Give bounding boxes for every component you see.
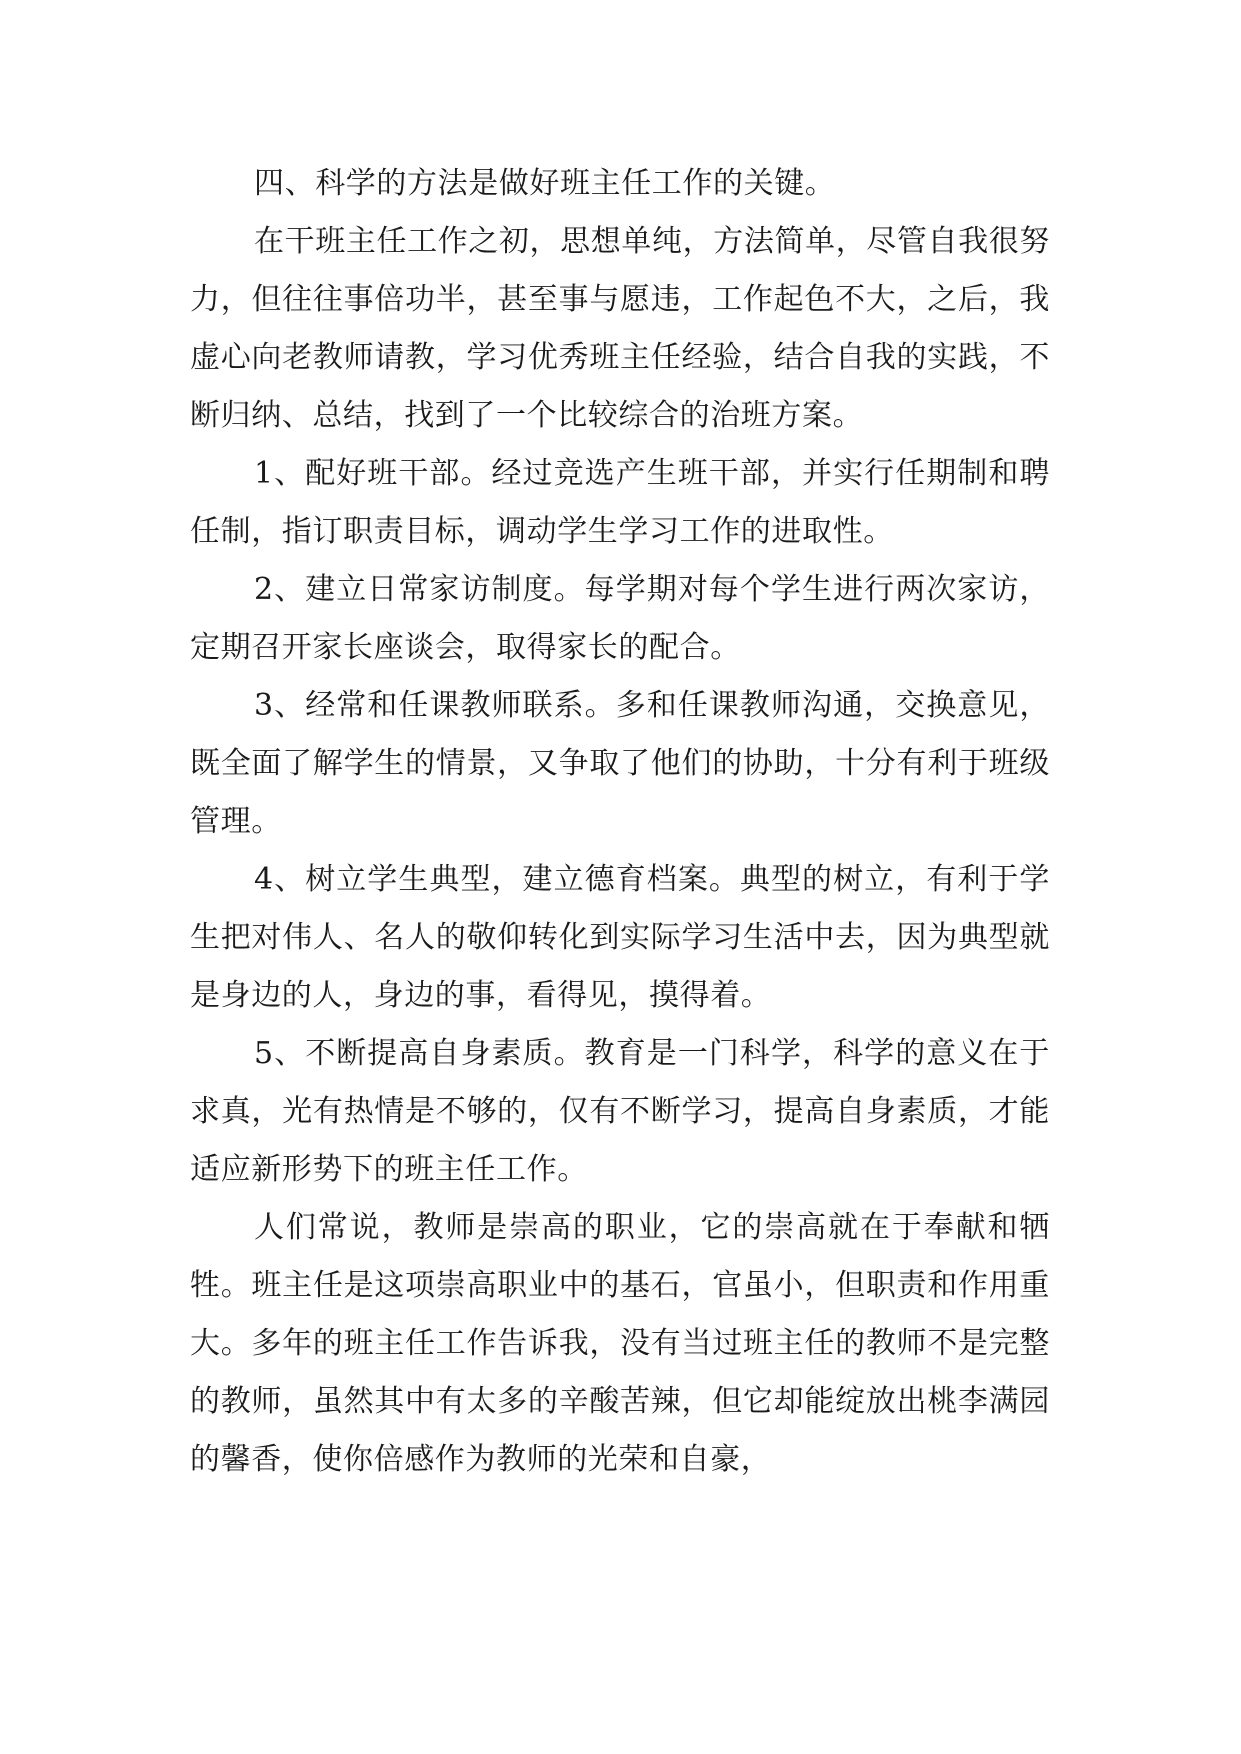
list-item-1: 1、配好班干部。经过竞选产生班干部，并实行任期制和聘任制，指订职责目标，调动学生学习工作的进取性。 — [190, 456, 1050, 549]
section-heading: 四、科学的方法是做好班主任工作的关键。 — [254, 166, 836, 201]
list-item-4: 4、树立学生典型，建立德育档案。典型的树立，有利于学生把对伟人、名人的敬仰转化到实际学习生活中去，因为典型就是身边的人，身边的事，看得见，摸得着。 — [190, 862, 1050, 1013]
document-body — [190, 155, 1050, 1489]
list-item-5: 5、不断提高自身素质。教育是一门科学，科学的意义在于求真，光有热情是不够的，仅有不断学习，提高自身素质，才能适应新形势下的班主任工作。 — [190, 1036, 1050, 1187]
list-item-3: 3、经常和任课教师联系。多和任课教师沟通，交换意见，既全面了解学生的情景，又争取了他们的协助，十分有利于班级管理。 — [190, 688, 1050, 839]
body-paragraph: 在干班主任工作之初，思想单纯，方法简单，尽管自我很努力，但往往事倍功半，甚至事与愿违，工作起色不大，之后，我虚心向老教师请教，学习优秀班主任经验，结合自我的实践，不断归纳、总结，找到了一个比较综合的治班方案。 — [190, 224, 1050, 433]
closing-paragraph: 人们常说，教师是崇高的职业，它的崇高就在于奉献和牺牲。班主任是这项崇高职业中的基石，官虽小，但职责和作用重大。多年的班主任工作告诉我，没有当过班主任的教师不是完整的教师，虽然其中有太多的辛酸苦辣，但它却能绽放出桃李满园的馨香，使你倍感作为教师的光荣和自豪， — [190, 1210, 1050, 1477]
list-item-2: 2、建立日常家访制度。每学期对每个学生进行两次家访，定期召开家长座谈会，取得家长的配合。 — [190, 572, 1050, 665]
